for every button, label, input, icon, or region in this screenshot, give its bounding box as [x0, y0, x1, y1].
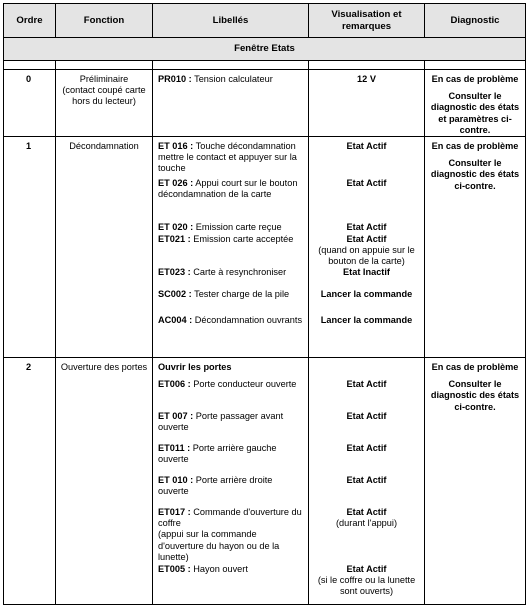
diagnostic-text: Consulter le diagnostic des états ci-contre. [430, 158, 520, 191]
vis-item [311, 222, 422, 234]
libelle-text: Tester charge de la pile [194, 289, 290, 300]
diagnostic-title: En cas de problème [431, 362, 519, 373]
libelle-code: ET017 : [158, 507, 191, 518]
libelle-item [158, 289, 304, 315]
table-row [4, 70, 526, 137]
vis-spacer [311, 362, 422, 379]
vis-item [311, 564, 422, 604]
vis-item [311, 315, 422, 345]
vis-item [311, 267, 422, 289]
vis-item [311, 234, 422, 267]
header-fonction: Fonction [56, 4, 153, 38]
libelle-item [158, 315, 304, 345]
header-diagnostic: Diagnostic [425, 4, 526, 38]
visualisation-cell [309, 358, 425, 605]
vis-item [311, 443, 422, 475]
libelle-text: Porte arrière gauche ouverte [158, 443, 277, 465]
vis-note: (quand on appuie sur le bouton de la carte) [318, 245, 415, 267]
diagnostic-cell [425, 358, 526, 605]
header-row [4, 4, 526, 38]
libelle-item [158, 267, 304, 289]
vis-value: Etat Inactif [343, 267, 390, 278]
ordre-cell: 2 [4, 358, 56, 605]
diagnostic-cell [425, 70, 526, 137]
libelle-text: Décondamnation ouvrants [194, 315, 303, 326]
diagnostic-table [3, 3, 526, 605]
libelle-text: Emission carte acceptée [193, 234, 294, 245]
libelle-code: ET005 : [158, 564, 191, 575]
libelle-code: ET 007 : [158, 411, 194, 422]
fonction-cell: Décondamnation [56, 137, 153, 358]
header-libelles: Libellés [153, 4, 309, 38]
libelle-text: Carte à resynchroniser [193, 267, 287, 278]
vis-item [311, 475, 422, 507]
libelle-text: Tension calculateur [194, 74, 273, 84]
header-ordre: Ordre [4, 4, 56, 38]
diagnostic-title: En cas de problème [431, 74, 519, 84]
vis-item [311, 507, 422, 564]
vis-item [311, 289, 422, 315]
libelle-code: PR010 : [158, 74, 192, 84]
libelle-item [158, 234, 304, 267]
libelle-item [158, 475, 304, 507]
libelle-item [158, 178, 304, 222]
vis-value: Etat Actif [346, 379, 387, 390]
libelle-text: Porte arrière droite ouverte [158, 475, 273, 497]
libelle-code: ET 020 : [158, 222, 194, 233]
libelles-cell [153, 70, 309, 137]
diagnostic-text: Consulter le diagnostic des états et paramètres ci-contre. [430, 91, 520, 135]
diagnostic-title: En cas de problème [431, 141, 519, 152]
table-row [4, 137, 526, 358]
vis-value: Etat Actif [346, 475, 387, 486]
vis-note: (durant l'appui) [336, 518, 397, 529]
vis-value: Etat Actif [346, 141, 387, 152]
libelle-text: Hayon ouvert [193, 564, 248, 575]
vis-value: Lancer la commande [320, 315, 413, 326]
libelle-code: ET021 : [158, 234, 191, 245]
libelle-code: ET006 : [158, 379, 191, 390]
libelle-code: ET011 : [158, 443, 191, 454]
libelle-code: SC002 : [158, 289, 192, 300]
visualisation-cell [309, 70, 425, 137]
libelle-item [158, 379, 304, 411]
libelle-code: ET 026 : [158, 178, 194, 189]
libelle-code: ET 016 : [158, 141, 194, 152]
vis-item [311, 178, 422, 222]
vis-note: (si le coffre ou la lunette sont ouverts) [317, 575, 416, 597]
vis-value: Etat Actif [346, 178, 387, 189]
libelle-item [158, 141, 304, 178]
libelles-cell [153, 358, 309, 605]
libelle-item [158, 443, 304, 475]
vis-item [311, 74, 422, 90]
ordre-cell: 1 [4, 137, 56, 358]
vis-item [311, 141, 422, 178]
libelle-item [158, 222, 304, 234]
libelle-text: Porte conducteur ouverte [193, 379, 297, 390]
section-row [4, 38, 526, 61]
vis-value: Etat Actif [346, 411, 387, 422]
libelle-item [158, 74, 304, 90]
libelle-text: Emission carte reçue [195, 222, 282, 233]
libelle-item [158, 507, 304, 564]
fonction-cell: Préliminaire (contact coupé carte hors du lecteur) [56, 70, 153, 137]
vis-value: 12 V [357, 74, 376, 84]
vis-item [311, 411, 422, 443]
ordre-cell: 0 [4, 70, 56, 137]
fonction-cell: Ouverture des portes [56, 358, 153, 605]
diagnostic-cell [425, 137, 526, 358]
libelle-text: Porte passager avant ouverte [158, 411, 284, 433]
libelles-subtitle: Ouvrir les portes [158, 362, 232, 373]
libelle-code: ET023 : [158, 267, 191, 278]
vis-value: Etat Actif [346, 443, 387, 454]
libelle-code: AC004 : [158, 315, 193, 326]
vis-value: Etat Actif [346, 564, 387, 575]
vis-value: Etat Actif [346, 234, 387, 245]
libelle-text: Commande d'ouverture du coffre (appui sur la commande d'ouverture du hayon ou de la lunette) [158, 507, 302, 562]
vis-value: Etat Actif [346, 507, 387, 518]
diagnostic-text: Consulter le diagnostic des états ci-contre. [430, 379, 520, 412]
vis-value: Lancer la commande [320, 289, 413, 300]
gap-row [4, 61, 526, 70]
section-title: Fenêtre Etats [4, 38, 526, 61]
libelle-item [158, 564, 304, 604]
libelle-code: ET 010 : [158, 475, 194, 486]
libelle-item [158, 411, 304, 443]
header-visualisation: Visualisation et remarques [309, 4, 425, 38]
libelle-text: Touche décondamnation mettre le contact et appuyer sur la touche [158, 141, 297, 174]
vis-item [311, 379, 422, 411]
libelles-cell [153, 137, 309, 358]
libelle-text: Appui court sur le bouton décondamnation de la carte [158, 178, 298, 200]
visualisation-cell [309, 137, 425, 358]
vis-value: Etat Actif [346, 222, 387, 233]
table-row [4, 358, 526, 605]
